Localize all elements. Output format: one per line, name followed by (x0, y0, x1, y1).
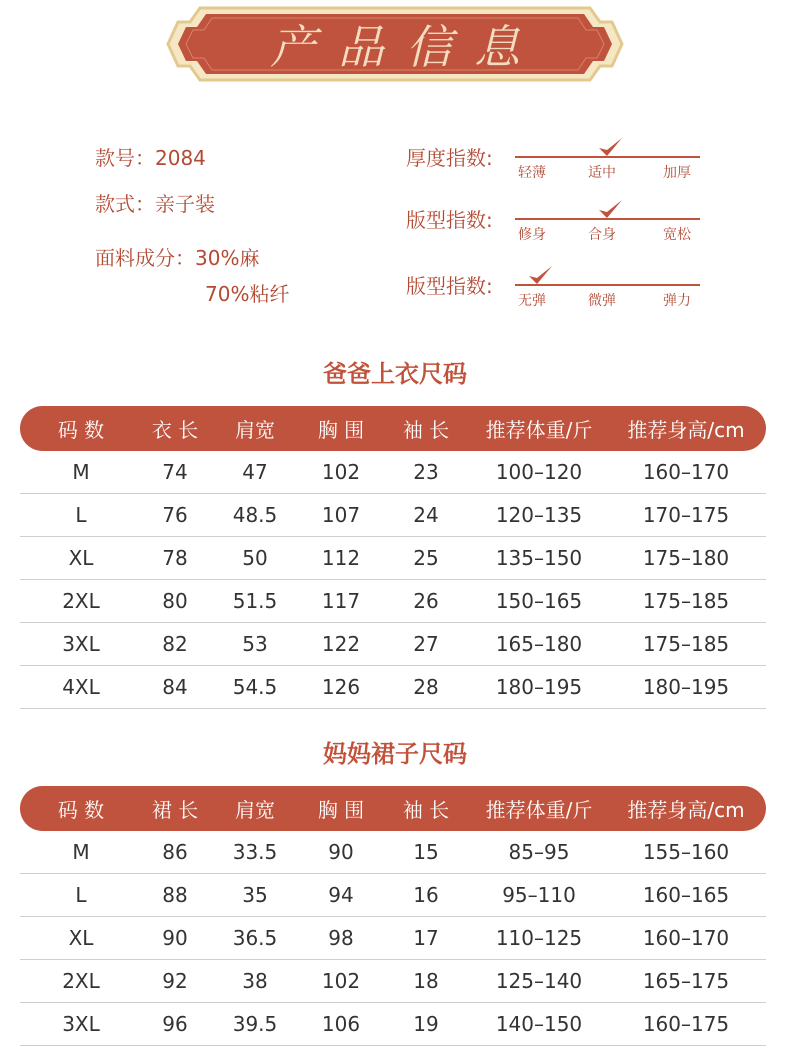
table-cell: 175–185 (642, 589, 730, 613)
table-cell: 48.5 (232, 503, 278, 527)
table-cell: XL (68, 546, 94, 570)
table-cell: 16 (413, 883, 439, 907)
header-cell: 裙 长 (151, 798, 199, 822)
table-cell: 126 (321, 675, 361, 699)
table-cell: 47 (242, 460, 268, 484)
header-cell: 肩宽 (235, 798, 275, 822)
table-cell: 76 (162, 503, 188, 527)
table-cell: 135–150 (495, 546, 583, 570)
scale-option: 适中 (588, 165, 616, 181)
banner-title: 产品信息 (270, 20, 542, 74)
index-label: 版型指数: (406, 274, 493, 298)
table-cell: 90 (162, 926, 188, 950)
table-cell: 102 (321, 460, 361, 484)
index-label: 版型指数: (406, 208, 493, 232)
table-row (20, 917, 766, 960)
header-cell: 推荐体重/斤 (485, 798, 593, 822)
header-cell: 码 数 (57, 418, 105, 442)
table-header (20, 786, 766, 831)
table-cell: 125–140 (495, 969, 583, 993)
table-cell: 36.5 (232, 926, 278, 950)
checkmark-icon (596, 198, 624, 222)
header-cell: 衣 长 (151, 418, 199, 442)
table-row (20, 874, 766, 917)
table-cell: 17 (413, 926, 439, 950)
table-cell: 160–165 (642, 883, 730, 907)
scale-option: 轻薄 (518, 165, 546, 181)
scale-option: 宽松 (663, 227, 691, 243)
table-cell: 85–95 (508, 840, 570, 864)
table-cell: 165–175 (642, 969, 730, 993)
header-cell: 胸 围 (317, 798, 365, 822)
table-row (20, 1003, 766, 1046)
table-cell: 90 (328, 840, 354, 864)
table-cell: 19 (413, 1012, 439, 1036)
table-cell: 86 (162, 840, 188, 864)
table-cell: 92 (162, 969, 188, 993)
index-scale (515, 214, 700, 244)
table-cell: 106 (321, 1012, 361, 1036)
table-cell: 160–170 (642, 460, 730, 484)
table-cell: 24 (413, 503, 439, 527)
table-cell: 96 (162, 1012, 188, 1036)
table-cell: 50 (242, 546, 268, 570)
table-cell: 51.5 (232, 589, 278, 613)
table-cell: M (72, 840, 90, 864)
dad-top-size-table (20, 406, 766, 709)
table-row (20, 537, 766, 580)
style-number: 款号：2084 (95, 146, 206, 170)
table-row (20, 831, 766, 874)
table-cell: 3XL (62, 632, 100, 656)
scale-option: 无弹 (518, 293, 546, 309)
table-cell: 88 (162, 883, 188, 907)
table-cell: L (75, 503, 87, 527)
table-cell: 175–185 (642, 632, 730, 656)
table-cell: 33.5 (232, 840, 278, 864)
fabric-composition-line2: 70%粘纤 (205, 282, 290, 306)
scale-option: 加厚 (663, 165, 691, 181)
checkmark-icon (596, 136, 624, 160)
index-label: 厚度指数: (406, 146, 493, 170)
style-type: 款式：亲子装 (95, 192, 215, 216)
header-cell: 肩宽 (235, 418, 275, 442)
mom-skirt-size-table (20, 786, 766, 1046)
table-cell: 117 (321, 589, 361, 613)
table-cell: 2XL (62, 589, 100, 613)
header-cell: 推荐身高/cm (627, 418, 745, 442)
table-cell: 100–120 (495, 460, 583, 484)
table-cell: 170–175 (642, 503, 730, 527)
table-row (20, 666, 766, 709)
title-banner (0, 0, 790, 100)
table-cell: 98 (328, 926, 354, 950)
table-cell: L (75, 883, 87, 907)
table-cell: 18 (413, 969, 439, 993)
table-cell: 80 (162, 589, 188, 613)
table-cell: 74 (162, 460, 188, 484)
table-cell: 122 (321, 632, 361, 656)
table-cell: 78 (162, 546, 188, 570)
scale-option: 修身 (518, 227, 546, 243)
table-cell: 15 (413, 840, 439, 864)
scale-option: 弹力 (663, 293, 691, 309)
table-row (20, 580, 766, 623)
table-cell: XL (68, 926, 94, 950)
table-cell: 84 (162, 675, 188, 699)
table-cell: 94 (328, 883, 354, 907)
table-cell: 150–165 (495, 589, 583, 613)
table-cell: 82 (162, 632, 188, 656)
table-cell: 28 (413, 675, 439, 699)
table-cell: 165–180 (495, 632, 583, 656)
checkmark-icon (526, 264, 554, 288)
table-cell: 160–175 (642, 1012, 730, 1036)
table-cell: 53 (242, 632, 268, 656)
table-cell: 102 (321, 969, 361, 993)
table-cell: 180–195 (642, 675, 730, 699)
table-cell: 4XL (62, 675, 100, 699)
table-cell: 160–170 (642, 926, 730, 950)
table-row (20, 494, 766, 537)
table-cell: 155–160 (642, 840, 730, 864)
header-cell: 袖 长 (402, 418, 450, 442)
table-cell: 27 (413, 632, 439, 656)
table-row (20, 960, 766, 1003)
table-cell: 26 (413, 589, 439, 613)
header-cell: 码 数 (57, 798, 105, 822)
table-cell: M (72, 460, 90, 484)
index-scale (515, 280, 700, 310)
table-cell: 23 (413, 460, 439, 484)
header-cell: 胸 围 (317, 418, 365, 442)
table-row (20, 451, 766, 494)
table-cell: 54.5 (232, 675, 278, 699)
table-cell: 35 (242, 883, 268, 907)
table-cell: 39.5 (232, 1012, 278, 1036)
table-cell: 2XL (62, 969, 100, 993)
header-cell: 推荐体重/斤 (485, 418, 593, 442)
table-cell: 140–150 (495, 1012, 583, 1036)
index-scale (515, 152, 700, 182)
table-cell: 120–135 (495, 503, 583, 527)
table-cell: 175–180 (642, 546, 730, 570)
table-cell: 95–110 (502, 883, 576, 907)
table-cell: 25 (413, 546, 439, 570)
header-cell: 推荐身高/cm (627, 798, 745, 822)
fabric-composition: 面料成分：30%麻 (95, 246, 260, 270)
header-cell: 袖 长 (402, 798, 450, 822)
scale-option: 合身 (588, 227, 616, 243)
table-cell: 180–195 (495, 675, 583, 699)
table-row (20, 623, 766, 666)
scale-option: 微弹 (588, 293, 616, 309)
table-cell: 3XL (62, 1012, 100, 1036)
table-cell: 38 (242, 969, 268, 993)
table1-title: 爸爸上衣尺码 (323, 360, 467, 388)
table-cell: 112 (321, 546, 361, 570)
table-cell: 110–125 (495, 926, 583, 950)
table2-title: 妈妈裙子尺码 (323, 740, 467, 768)
table-header (20, 406, 766, 451)
table-cell: 107 (321, 503, 361, 527)
